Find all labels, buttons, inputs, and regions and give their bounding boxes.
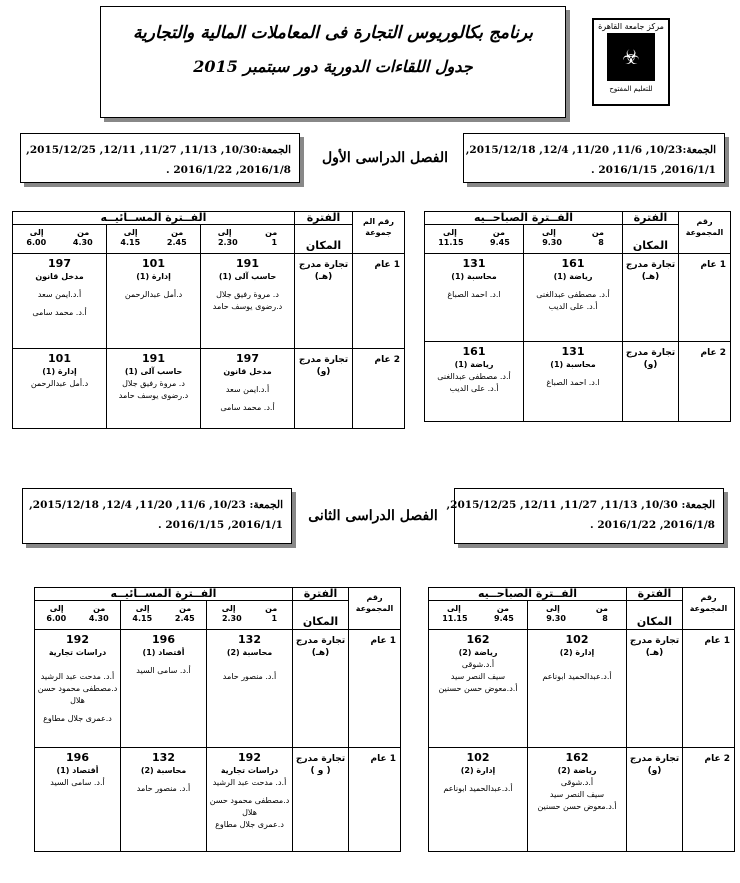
period-header: الفترة xyxy=(627,588,683,601)
place-header: المكان xyxy=(623,225,679,254)
program-title-box xyxy=(100,6,566,118)
period-header: الفترة xyxy=(623,212,679,225)
evening-period-title: الفــترة المســائيــه xyxy=(35,588,293,601)
course-cell: 101 إدارة (1) د.أمل عبدالرحمن xyxy=(107,254,201,349)
place-cell: تجارة مدرج (هـ) xyxy=(623,254,679,342)
course-cell: 132 محاسبة (2) أ.د. منصور حامد xyxy=(121,748,207,852)
place-header: المكان xyxy=(627,601,683,630)
course-cell: 162 رياضة (2) أ.د.شوقى سيف النصر سيد أ.د.معوض حسن حسنين xyxy=(429,630,528,748)
university-logo xyxy=(592,18,670,106)
sem2-title: الفصل الدراسى الثانى xyxy=(308,508,438,524)
morning-period-title: الفــترة الصباحــيه xyxy=(429,588,627,601)
group-cell: 2 عام xyxy=(683,748,735,852)
sem2-dates-right-line2: 2016/1/8, 2016/1/22 . xyxy=(590,519,715,531)
course-cell: 196 أقتصاد (1) أ.د. سامى السيد xyxy=(121,630,207,748)
course-cell: 102 إدارة (2) أ.د.عبدالحميد ابوناعم xyxy=(528,630,627,748)
logo-bottom-text: للتعليم المفتوح xyxy=(609,85,653,93)
time-slot-1: من إلى 8 9.30 xyxy=(524,225,623,254)
course-cell: 131 محاسبة (1) ا.د. احمد الصباغ xyxy=(524,342,623,422)
course-cell: 131 محاسبة (1) ا.د. احمد الصباغ xyxy=(425,254,524,342)
group-header: رقم المجموعة xyxy=(683,588,735,630)
course-cell: 132 محاسبة (2) أ.د. منصور حامد xyxy=(207,630,293,748)
place-header: المكان xyxy=(293,601,349,630)
time-slot-3: من إلى 4.30 6.00 xyxy=(35,601,121,630)
place-cell: تجارة مدرج (و) xyxy=(623,342,679,422)
table-row xyxy=(13,254,405,349)
group-header: رقم المجموعة xyxy=(679,212,731,254)
schedule-subtitle: جدول اللقاءات الدورية دور سبتمبر 2015 xyxy=(193,57,473,76)
time-slot-1: من إلى 1 2.30 xyxy=(201,225,295,254)
morning-period-title: الفــترة الصباحــيه xyxy=(425,212,623,225)
sem2-dates-left xyxy=(22,488,292,544)
course-cell: 196 أقتصاد (1) أ.د. سامى السيد xyxy=(35,748,121,852)
course-cell: 191 حاسب آلى (1) د. مروة رفيق جلال د.رضوى يوسف حامد xyxy=(201,254,295,349)
time-slot-2: من إلى 2.45 4.15 xyxy=(107,225,201,254)
table-row xyxy=(425,342,731,422)
time-slot-2: من إلى 2.45 4.15 xyxy=(121,601,207,630)
sem2-morning-table xyxy=(428,587,735,852)
place-cell: تجارة مدرج (هـ) xyxy=(295,254,353,349)
time-slot-3: من إلى 4.30 6.00 xyxy=(13,225,107,254)
sem1-dates-left-line1: الجمعة:10/30, 11/13, 11/27, 12/11, 2015/12/25, xyxy=(26,144,291,156)
course-cell: 162 رياضة (2) أ.د.شوقى سيف النصر سيد أ.د.معوض حسن حسنين xyxy=(528,748,627,852)
table-row xyxy=(13,349,405,429)
sem1-morning-table xyxy=(424,211,731,422)
evening-period-title: الفــترة المســائيــه xyxy=(13,212,295,225)
sem2-evening-table xyxy=(34,587,401,852)
sem2-dates-right xyxy=(446,488,724,544)
place-cell: تجارة مدرج (و) xyxy=(295,349,353,429)
course-cell: 191 حاسب آلى (1) د. مروة رفيق جلال د.رضوى يوسف حامد xyxy=(107,349,201,429)
course-cell: 197 مدخل قانون أ.د.ايمن سعد أ.د. محمد سامى xyxy=(13,254,107,349)
course-cell: 161 رياضة (1) أ.د. مصطفى عبدالغنى أ.د. على الديب xyxy=(524,254,623,342)
sem2-dates-right-line1: الجمعة: 10/30, 11/13, 11/27, 12/11, 2015/12/25, xyxy=(446,499,715,511)
group-cell: 1 عام xyxy=(349,630,401,748)
group-header: رقم الم جموعة xyxy=(353,212,405,254)
group-cell: 2 عام xyxy=(353,349,405,429)
table-row xyxy=(429,748,735,852)
place-cell: تجارة مدرج (و) xyxy=(627,748,683,852)
group-cell: 1 عام xyxy=(353,254,405,349)
place-header: المكان xyxy=(295,225,353,254)
place-cell: تجارة مدرج (هـ) xyxy=(627,630,683,748)
time-slot-1: من إلى 8 9.30 xyxy=(528,601,627,630)
course-cell: 102 إدارة (2) أ.د.عبدالحميد ابوناعم xyxy=(429,748,528,852)
table-row xyxy=(429,630,735,748)
place-cell: تجارة مدرج (هـ) xyxy=(293,630,349,748)
sem2-dates-left-line2: 2016/1/1, 2016/1/15 . xyxy=(158,519,283,531)
course-cell: 192 دراسات تجارية أ.د. مدحت عبد الرشيد د.مصطفى محمود حسن هلال د.عمرى جلال مطاوع xyxy=(35,630,121,748)
time-slot-2: من إلى 9.45 11.15 xyxy=(425,225,524,254)
time-slot-1: من إلى 1 2.30 xyxy=(207,601,293,630)
group-cell: 1 عام xyxy=(349,748,401,852)
table-row xyxy=(425,254,731,342)
sem1-evening-table xyxy=(12,211,405,429)
period-header: الفترة xyxy=(293,588,349,601)
group-header: رقم المجموعة xyxy=(349,588,401,630)
sem1-dates-right-line2: 2016/1/1, 2016/1/15 . xyxy=(591,164,716,176)
group-cell: 1 عام xyxy=(683,630,735,748)
sem1-dates-left-line2: 2016/1/8, 2016/1/22 . xyxy=(166,164,291,176)
course-cell: 192 دراسات تجارية أ.د. مدحت عبد الرشيد د.مصطفى محمود حسن هلال د.عمرى جلال مطاوع xyxy=(207,748,293,852)
sem1-dates-right-line1: الجمعة:10/23, 11/6, 11/20, 12/4, 2015/12/18, xyxy=(465,144,716,156)
table-row xyxy=(35,748,401,852)
sem1-dates-left xyxy=(20,133,300,183)
sem1-dates-right xyxy=(463,133,725,183)
university-crest-icon: ☣ xyxy=(607,33,655,81)
course-cell: 101 إدارة (1) د.أمل عبدالرحمن xyxy=(13,349,107,429)
period-header: الفترة xyxy=(295,212,353,225)
course-cell: 197 مدخل قانون أ.د.ايمن سعد أ.د. محمد سامى xyxy=(201,349,295,429)
group-cell: 2 عام xyxy=(679,342,731,422)
time-slot-2: من إلى 9.45 11.15 xyxy=(429,601,528,630)
logo-top-text: مركز جامعة القاهرة xyxy=(598,22,664,31)
table-row xyxy=(35,630,401,748)
sem2-dates-left-line1: الجمعة: 10/23, 11/6, 11/20, 12/4, 2015/12/18, xyxy=(29,499,283,511)
group-cell: 1 عام xyxy=(679,254,731,342)
course-cell: 161 رياضة (1) أ.د. مصطفى عبدالغنى أ.د. على الديب xyxy=(425,342,524,422)
program-title: برنامج بكالوريوس التجارة فى المعاملات المالية والتجارية xyxy=(132,23,534,43)
sem1-title: الفصل الدراسى الأول xyxy=(321,150,449,166)
place-cell: تجارة مدرج ( و ) xyxy=(293,748,349,852)
